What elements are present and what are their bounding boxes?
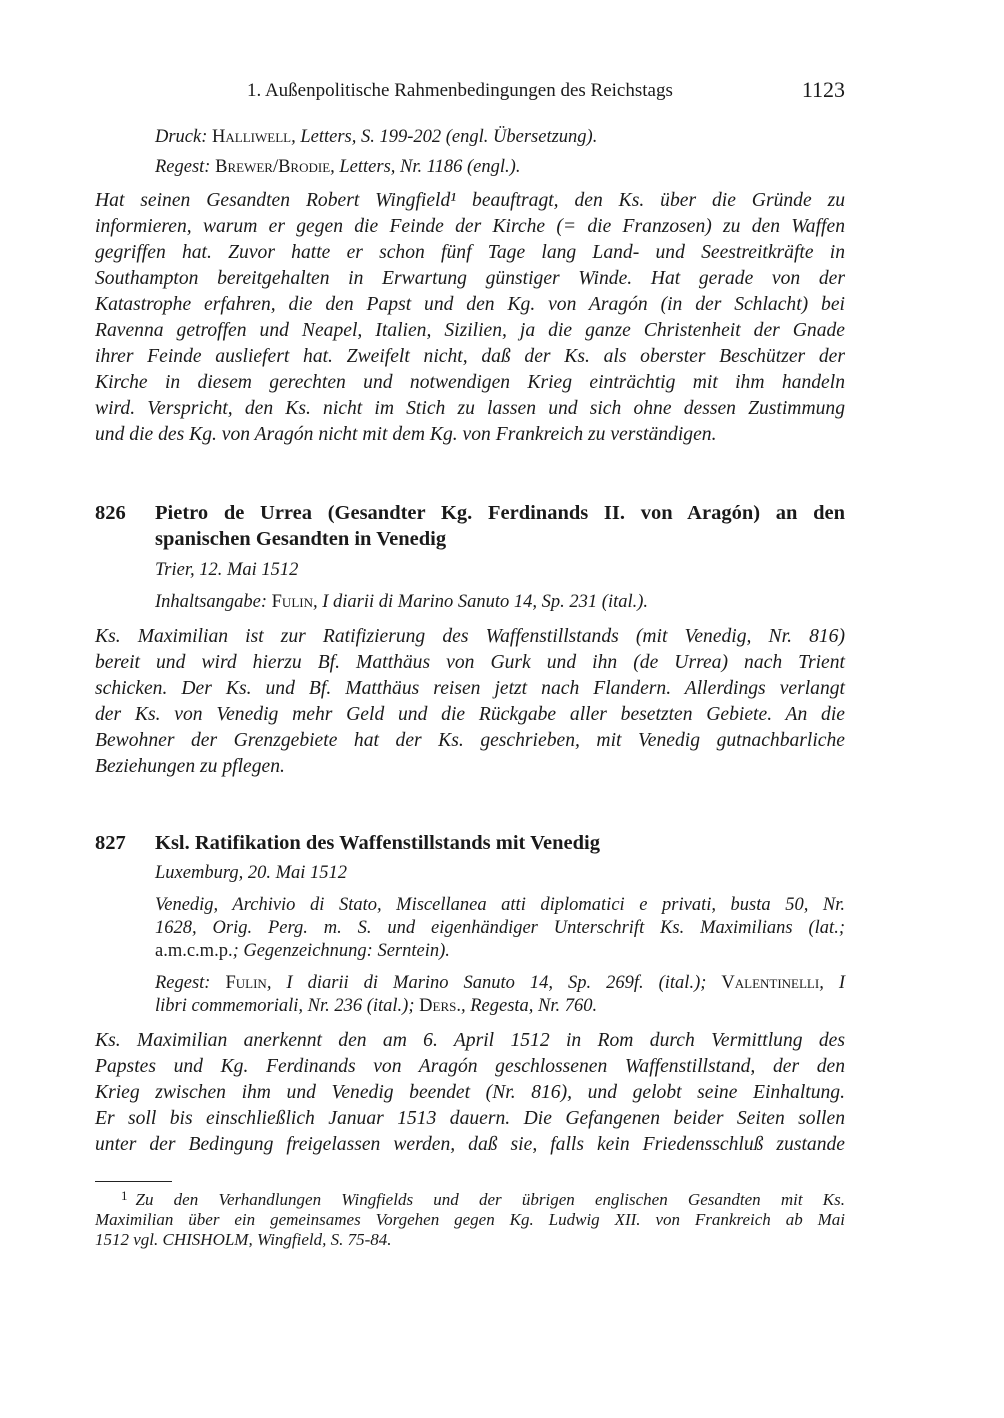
running-header-title: 1. Außenpolitische Rahmenbedingungen des Reichstags xyxy=(247,80,673,101)
footnote-line: 1512 vgl. CHISHOLM, Wingfield, S. 75-84. xyxy=(95,1230,392,1249)
entry-title xyxy=(155,830,845,856)
reference-segment: , I xyxy=(819,973,845,993)
summary-line: Southampton bereitgehalten in Erwartung günstiger Winde. Hat gerade von der xyxy=(95,268,845,289)
reference-line xyxy=(155,940,845,963)
druck-825 xyxy=(155,126,845,149)
summary-line: bereit und wird hierzu Bf. Matthäus von Gurk und ihn (de Urrea) nach Trient xyxy=(95,652,845,673)
reference-line xyxy=(155,126,845,149)
running-header xyxy=(95,77,845,110)
summary-line: Ravenna getroffen und Neapel, Italien, Sizilien, ja die ganze Christenheit der Gnade xyxy=(95,320,845,341)
entry-number: 827 xyxy=(95,832,126,854)
summary-line: schicken. Der Ks. und Bf. Matthäus reisen jetzt nach Flandern. Allerdings verlangt xyxy=(95,678,845,699)
reference-segment: , Regesta, Nr. 760. xyxy=(460,996,598,1016)
reference-segment: Inhaltsangabe: xyxy=(155,592,272,612)
reference-line xyxy=(155,894,845,917)
reference-line xyxy=(155,972,845,995)
summary-line: ihrer Feinde ausliefert hat. Zweifelt nicht, daß der Ks. als oberster Beschützer der xyxy=(95,346,845,367)
reference-segment: , Letters, S. 199-202 (engl. Übersetzung). xyxy=(291,127,598,147)
reference-segment: Fulin xyxy=(225,973,267,993)
reference-line xyxy=(155,591,845,614)
summary-line: informieren, warum er gegen die Feinde der Kirche (= die Franzosen) zu den Waffen xyxy=(95,216,845,237)
entry-title-line: spanischen Gesandten in Venedig xyxy=(155,528,447,550)
summary-line: Katastrophe erfahren, die den Papst und den Kg. von Aragón (in der Schlacht) bei xyxy=(95,294,845,315)
footnote-text: Zu den Verhandlungen Wingfields und der übrigen englischen Gesandten mit Ks. xyxy=(135,1190,845,1209)
date-826 xyxy=(155,559,845,582)
reference-segment: , I diarii di Marino Sanuto 14, Sp. 269f. (ital.); xyxy=(266,973,722,993)
summary-line: und die des Kg. von Aragón nicht mit dem Kg. von Frankreich zu verständigen. xyxy=(95,424,717,445)
entry-number: 826 xyxy=(95,502,126,524)
reference-segment: Ders. xyxy=(419,996,461,1016)
reference-line xyxy=(155,862,845,885)
entry-title xyxy=(155,500,845,552)
summary-825 xyxy=(95,188,845,448)
summary-line: Hat seinen Gesandten Robert Wingfield¹ beauftragt, den Ks. über die Gründe zu xyxy=(95,190,845,211)
summary-line: Papstes und Kg. Ferdinands von Aragón geschlossenen Waffenstillstand, der den xyxy=(95,1056,845,1077)
summary-826 xyxy=(95,624,845,780)
entry-title-line: Pietro de Urrea (Gesandter Kg. Ferdinands II. von Aragón) an den xyxy=(155,502,845,524)
reference-segment: 1628, Orig. Perg. m. S. und eigenhändiger Unterschrift Ks. Maximilians (lat.; xyxy=(155,918,845,938)
reference-segment: Venedig, Archivio di Stato, Miscellanea atti diplomatici e privati, busta 50, Nr. xyxy=(155,895,845,915)
summary-line: gegriffen hat. Zuvor hatte er schon fünf Tage lang Land- und Seestreitkräfte in xyxy=(95,242,845,263)
footnote-line: Maximilian über ein gemeinsames Vorgehen gegen Kg. Ludwig XII. von Frankreich ab Mai xyxy=(95,1210,845,1229)
summary-line: Bewohner der Grenzgebiete hat der Ks. geschrieben, mit Venedig gutnachbarliche xyxy=(95,730,845,751)
summary-line: wird. Verspricht, den Ks. nicht im Stich zu lassen und sich ohne dessen Zustimmung xyxy=(95,398,845,419)
summary-line: Krieg zwischen ihm und Venedig beendet (Nr. 816), und gelobt seine Einhaltung. xyxy=(95,1082,845,1103)
summary-line: Ks. Maximilian ist zur Ratifizierung des Waffenstillstands (mit Venedig, Nr. 816) xyxy=(95,626,845,647)
reference-segment: Brewer/Brodie xyxy=(215,157,331,177)
inhalt-826 xyxy=(155,591,845,614)
footnote-marker: 1 xyxy=(121,1188,128,1203)
reference-segment: Valentinelli xyxy=(721,973,820,993)
reference-segment: Halliwell xyxy=(212,127,292,147)
reference-line xyxy=(155,917,845,940)
summary-line: Kirche in diesem gerechten und notwendigen Krieg einträchtig mit ihm handeln xyxy=(95,372,845,393)
reference-line xyxy=(155,156,845,179)
reference-segment: Fulin xyxy=(271,592,313,612)
reference-segment: libri commemoriali, Nr. 236 (ital.); xyxy=(155,996,420,1016)
summary-line: der Ks. von Venedig mehr Geld und die Rückgabe aller besetzten Gebiete. An die xyxy=(95,704,845,725)
summary-line: Er soll bis einschließlich Januar 1513 dauern. Die Gefangenen beider Seiten sollen xyxy=(95,1108,845,1129)
summary-line: unter der Bedingung freigelassen werden, daß sie, falls kein Friedensschluß zustande xyxy=(95,1134,845,1155)
summary-line: Ks. Maximilian anerkennt den am 6. April 1512 in Rom durch Vermittlung des xyxy=(95,1030,845,1051)
reference-segment: Trier, 12. Mai 1512 xyxy=(155,560,299,580)
page-number: 1123 xyxy=(801,77,845,102)
reference-line xyxy=(155,559,845,582)
footnote-divider xyxy=(95,1181,172,1182)
reference-segment: , Letters, Nr. 1186 (engl.). xyxy=(330,157,521,177)
reference-segment: Regest: xyxy=(155,973,226,993)
summary-line: Beziehungen zu pflegen. xyxy=(95,756,285,777)
reference-segment: ; Gegenzeichnung: Serntein). xyxy=(232,941,450,961)
reference-segment: Luxemburg, 20. Mai 1512 xyxy=(155,863,348,883)
footnote-line xyxy=(95,1186,845,1210)
reference-segment: a.m.c.m.p. xyxy=(155,941,233,961)
regest-825 xyxy=(155,156,845,179)
reference-segment: Druck: xyxy=(155,127,213,147)
footnote xyxy=(95,1186,845,1250)
date-827 xyxy=(155,862,845,885)
regest-827 xyxy=(155,972,845,1018)
entry-title-line: Ksl. Ratifikation des Waffenstillstands mit Venedig xyxy=(155,832,600,854)
reference-segment: Regest: xyxy=(155,157,216,177)
reference-segment: , I diarii di Marino Sanuto 14, Sp. 231 (ital.). xyxy=(312,592,649,612)
summary-827 xyxy=(95,1028,845,1158)
source-827 xyxy=(155,894,845,963)
reference-line xyxy=(155,995,845,1018)
